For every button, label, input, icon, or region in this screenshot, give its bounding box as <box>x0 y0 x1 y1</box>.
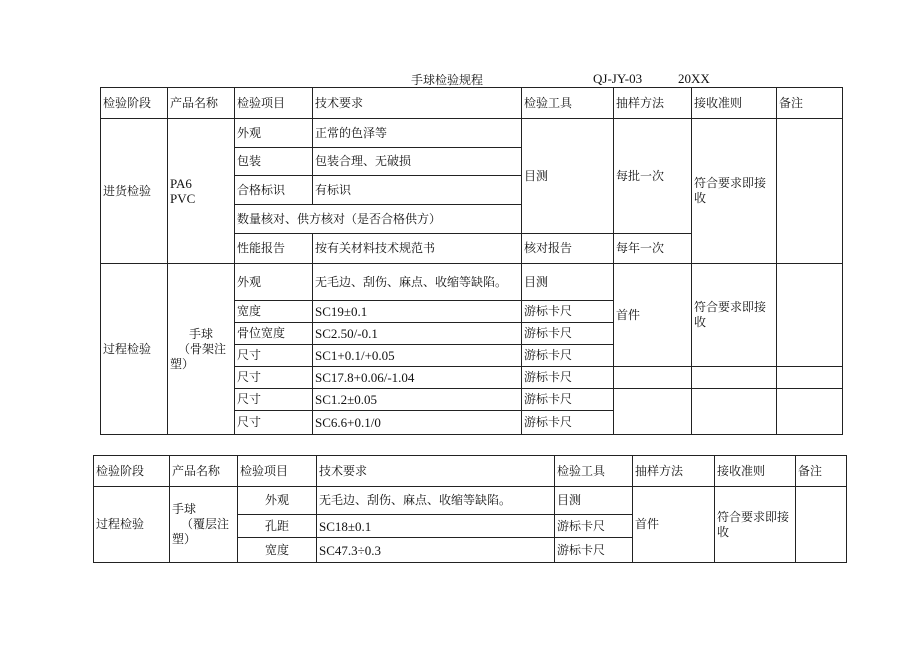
header-acceptance: 接收准则 <box>715 456 796 487</box>
requirement-cell: 有标识 <box>313 176 522 205</box>
remark-cell <box>796 487 847 563</box>
header-sampling: 抽样方法 <box>633 456 715 487</box>
requirement-cell: 正常的色泽等 <box>313 119 522 148</box>
header-acceptance: 接收准则 <box>692 88 777 119</box>
requirement-cell: SC47.3÷0.3 <box>317 538 555 563</box>
requirement-cell: SC19±0.1 <box>313 301 522 323</box>
stage-cell: 过程检验 <box>94 487 170 563</box>
acceptance-cell: 符合要求即接收 <box>692 119 777 264</box>
tool-cell: 游标卡尺 <box>555 538 633 563</box>
table-row <box>101 119 843 148</box>
acceptance-cell <box>692 389 777 435</box>
header-stage: 检验阶段 <box>101 88 168 119</box>
header-remark: 备注 <box>796 456 847 487</box>
stage-cell: 进货检验 <box>101 119 168 264</box>
item-cell: 尺寸 <box>235 345 313 367</box>
product-cell <box>168 119 235 264</box>
item-cell: 外观 <box>238 487 317 515</box>
sampling-cell <box>614 389 692 435</box>
product-line: 塑） <box>170 356 195 371</box>
requirement-cell: SC1+0.1/+0.05 <box>313 345 522 367</box>
acceptance-cell: 符合要求即接收 <box>692 264 777 367</box>
requirement-cell: SC17.8+0.06/-1.04 <box>313 367 522 389</box>
header-tool: 检验工具 <box>555 456 633 487</box>
document-code: QJ-JY-03 <box>593 71 643 86</box>
document-year: 20XX <box>678 71 710 86</box>
table-row <box>94 487 847 515</box>
item-cell: 宽度 <box>238 538 317 563</box>
header-product: 产品名称 <box>168 88 235 119</box>
requirement-cell: 按有关材料技术规范书 <box>313 234 522 264</box>
remark-cell <box>777 367 843 389</box>
product-cell <box>170 487 238 563</box>
item-cell: 外观 <box>235 264 313 301</box>
product-line: （骨架注 <box>177 341 226 356</box>
item-cell: 外观 <box>235 119 313 148</box>
item-cell: 尺寸 <box>235 367 313 389</box>
requirement-cell: 包装合理、无破损 <box>313 148 522 176</box>
tool-cell: 游标卡尺 <box>522 367 614 389</box>
table-header-row <box>94 456 847 487</box>
tool-cell: 游标卡尺 <box>522 389 614 411</box>
item-cell: 性能报告 <box>235 234 313 264</box>
requirement-cell: 数量核对、供方核对（是否合格供方） <box>235 205 522 234</box>
product-line: PA6 <box>170 176 192 191</box>
header-tool: 检验工具 <box>522 88 614 119</box>
requirement-cell: SC18±0.1 <box>317 515 555 538</box>
sampling-cell: 首件 <box>633 487 715 563</box>
sampling-cell <box>614 367 692 389</box>
stage-cell: 过程检验 <box>101 264 168 435</box>
requirement-cell: SC1.2±0.05 <box>313 389 522 411</box>
tool-cell: 目测 <box>522 119 614 234</box>
product-line: 手球 <box>172 502 197 516</box>
header-product: 产品名称 <box>170 456 238 487</box>
sampling-cell: 每年一次 <box>614 234 692 264</box>
header-sampling: 抽样方法 <box>614 88 692 119</box>
item-cell: 尺寸 <box>235 411 313 435</box>
acceptance-cell: 符合要求即接收 <box>715 487 796 563</box>
item-cell: 骨位宽度 <box>235 323 313 345</box>
product-cell <box>168 264 235 435</box>
tool-cell: 游标卡尺 <box>522 301 614 323</box>
requirement-cell: 无毛边、刮伤、麻点、收缩等缺陷。 <box>317 487 555 515</box>
header-requirement: 技术要求 <box>313 88 522 119</box>
tool-cell: 游标卡尺 <box>522 323 614 345</box>
tool-cell: 游标卡尺 <box>522 411 614 435</box>
acceptance-cell <box>692 367 777 389</box>
item-cell: 包装 <box>235 148 313 176</box>
sampling-cell: 首件 <box>614 264 692 367</box>
tool-cell: 核对报告 <box>522 234 614 264</box>
header-requirement: 技术要求 <box>317 456 555 487</box>
product-line: 塑） <box>172 532 197 546</box>
item-cell: 尺寸 <box>235 389 313 411</box>
remark-cell <box>777 119 843 264</box>
tool-cell: 游标卡尺 <box>555 515 633 538</box>
product-line: 手球 <box>188 326 213 341</box>
tool-cell: 游标卡尺 <box>522 345 614 367</box>
requirement-cell: SC2.50/-0.1 <box>313 323 522 345</box>
product-line: PVC <box>170 191 196 206</box>
table-header-row <box>101 88 843 119</box>
header-item: 检验项目 <box>235 88 313 119</box>
table-row <box>101 264 843 301</box>
item-cell: 孔距 <box>238 515 317 538</box>
document-title: 手球检验规程 <box>411 73 484 87</box>
inspection-table-1 <box>100 87 843 435</box>
header-item: 检验项目 <box>238 456 317 487</box>
inspection-table-2 <box>93 455 847 563</box>
item-cell: 宽度 <box>235 301 313 323</box>
requirement-cell: 无毛边、刮伤、麻点、收缩等缺陷。 <box>313 264 522 301</box>
header-stage: 检验阶段 <box>94 456 170 487</box>
remark-cell <box>777 264 843 367</box>
requirement-cell: SC6.6+0.1/0 <box>313 411 522 435</box>
header-remark: 备注 <box>777 88 843 119</box>
sampling-cell: 每批一次 <box>614 119 692 234</box>
item-cell: 合格标识 <box>235 176 313 205</box>
remark-cell <box>777 389 843 435</box>
tool-cell: 目测 <box>555 487 633 515</box>
tool-cell: 目测 <box>522 264 614 301</box>
product-line: （覆层注 <box>180 517 229 531</box>
